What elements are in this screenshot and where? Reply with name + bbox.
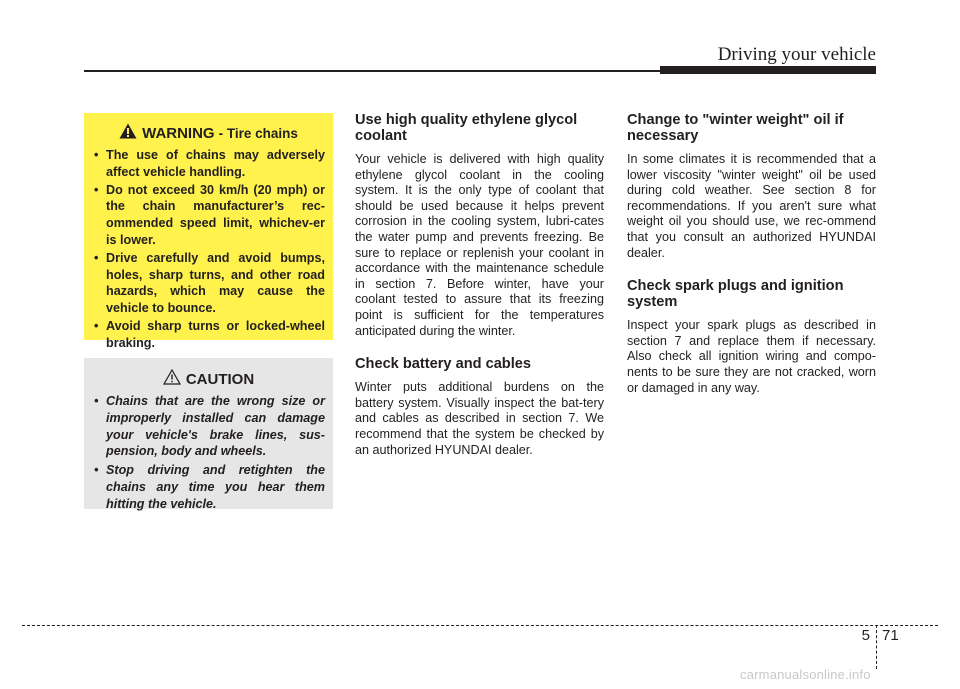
caution-box bbox=[84, 358, 333, 509]
list-item: • Do not exceed 30 km/h (20 mph) or the chain manufacturer’s rec-ommended speed limit, whichev-er is lower. bbox=[92, 182, 325, 249]
column-right bbox=[627, 112, 876, 413]
chapter-title: Driving your vehicle bbox=[717, 44, 876, 65]
warning-triangle-filled-icon bbox=[119, 123, 137, 143]
header-rule-thick bbox=[660, 66, 876, 74]
section-heading: Change to "winter weight" oil if necessary bbox=[627, 112, 844, 144]
caution-list bbox=[92, 393, 325, 513]
section-body: In some climates it is recommended that a lower viscosity "winter weight" oil be used during cold weather. See section 8 for recommendations. If you aren't sure what weight oil you should use, we rec-ommend that you consult an authorized HYUNDAI dealer. bbox=[627, 152, 876, 260]
list-item: • The use of chains may adversely affect vehicle handling. bbox=[92, 147, 325, 181]
column-middle bbox=[355, 112, 604, 475]
warning-box bbox=[84, 113, 333, 350]
warning-list bbox=[92, 147, 325, 352]
list-item: • Drive carefully and avoid bumps, holes, sharp turns, and other road hazards, which may cause the vehicle to bounce. bbox=[92, 250, 325, 317]
warning-title bbox=[92, 123, 325, 143]
section-heading: Check spark plugs and ignition system bbox=[627, 278, 844, 311]
section-body: Winter puts additional burdens on the battery system. Visually inspect the bat-tery and cables as described in section 7. We recommend that the system be checked by an authorized HYUNDAI dealer. bbox=[355, 380, 604, 457]
page-number: 71 bbox=[882, 627, 899, 644]
section-body: Inspect your spark plugs as described in section 7 and replace them if necessary. Also check all ignition wiring and compo-nents to be sure they are not cracked, worn or damaged in any way. bbox=[627, 318, 876, 395]
footer-rule bbox=[22, 625, 938, 626]
footer-divider bbox=[876, 625, 877, 669]
warning-label: WARNING bbox=[142, 124, 215, 142]
list-item: • Chains that are the wrong size or improperly installed can damage your vehicle's brake lines, sus-pension, body and wheels. bbox=[92, 393, 325, 460]
section-heading: Use high quality ethylene glycol coolant bbox=[355, 112, 578, 144]
caution-title bbox=[92, 369, 325, 389]
section-heading: Check battery and cables bbox=[355, 356, 532, 373]
section-number: 5 bbox=[861, 627, 870, 644]
warning-triangle-outline-icon bbox=[163, 369, 181, 389]
warning-subtitle: - Tire chains bbox=[218, 125, 298, 141]
watermark: carmanualsonline.info bbox=[740, 667, 871, 682]
section-body: Your vehicle is delivered with high quality ethylene glycol coolant in the cooling system. It is the only type of coolant that should be used because it helps prevent corrosion in the cooling system, lubri-cates the water pump and prevents freezing. Be sure to replace or replenish your coolant in accordance with the maintenance schedule in section 7. Before winter, have your coolant tested to assure that its freezing point is sufficient for the temperatures anticipated during the winter. bbox=[355, 152, 604, 338]
caution-label: CAUTION bbox=[185, 370, 255, 388]
list-item: • Avoid sharp turns or locked-wheel braking. bbox=[92, 318, 325, 352]
header-rule-thin bbox=[84, 70, 660, 72]
list-item: • Stop driving and retighten the chains any time you hear them hitting the vehicle. bbox=[92, 462, 325, 512]
